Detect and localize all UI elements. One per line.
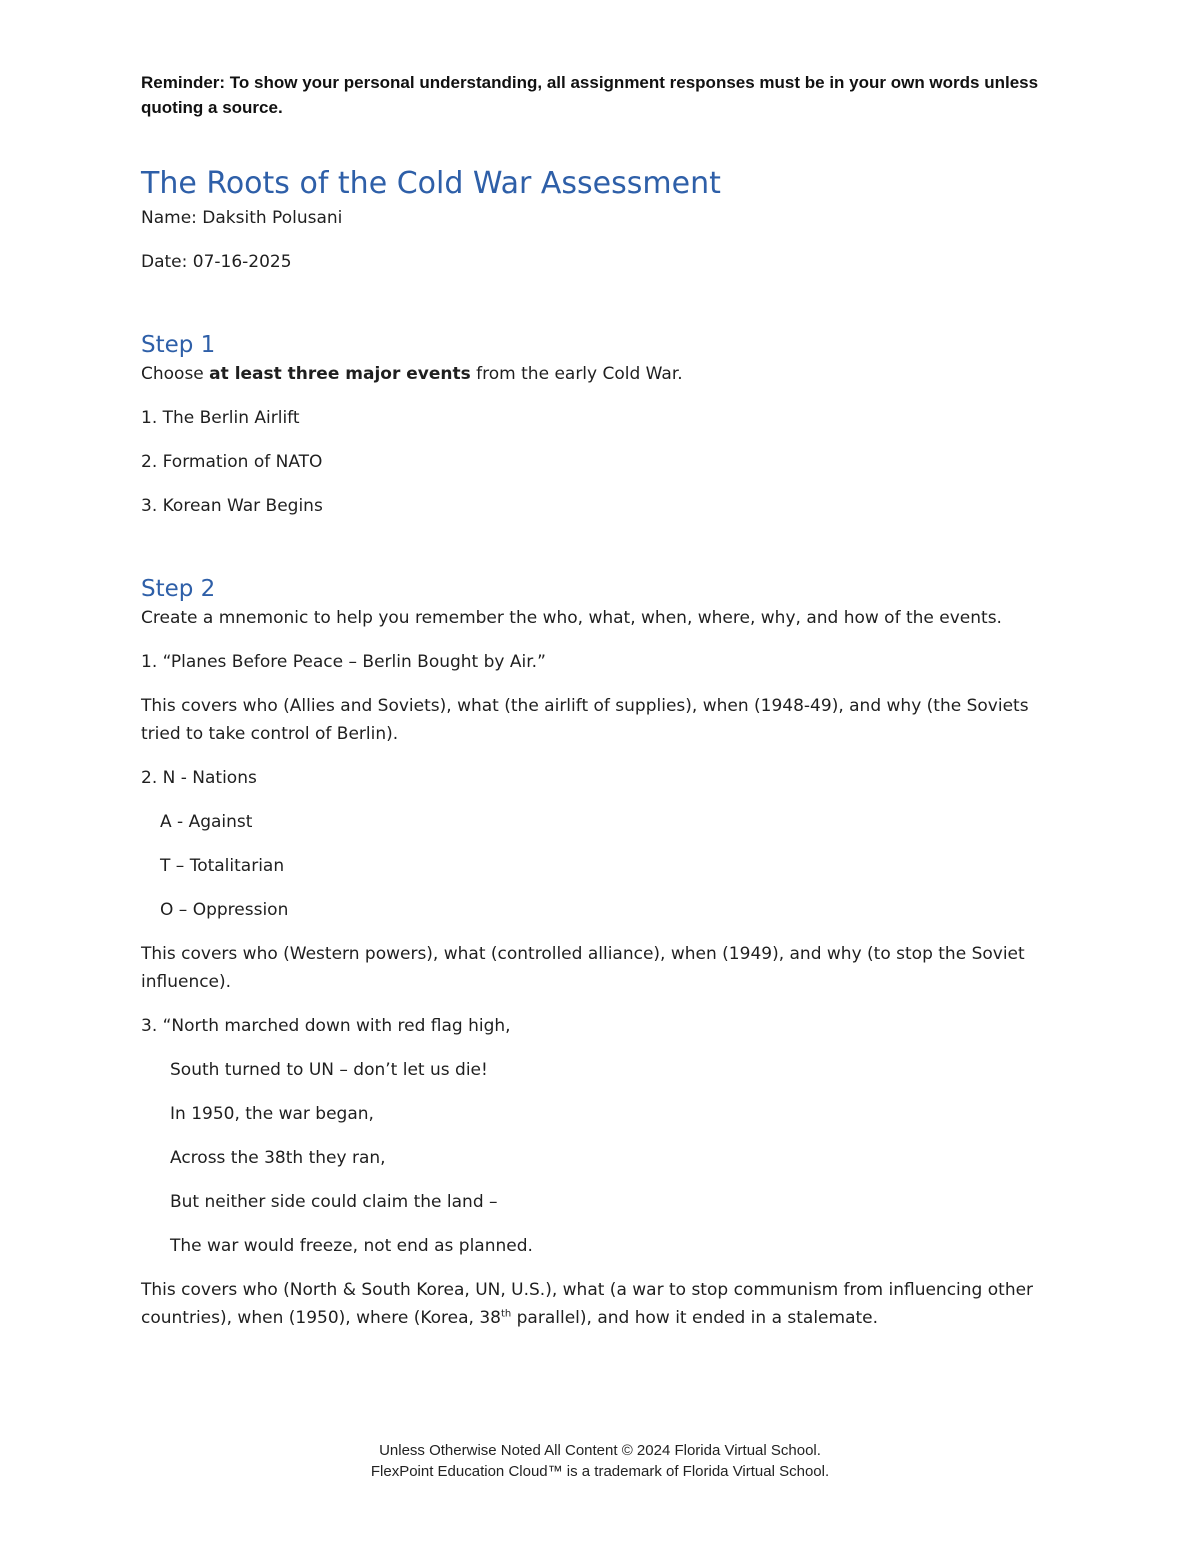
mnemonic-1: 1. “Planes Before Peace – Berlin Bought by Air.” (141, 652, 546, 672)
mnemonic-2-line: O – Oppression (160, 900, 289, 920)
footer-trademark: FlexPoint Education Cloud™ is a trademark of Florida Virtual School. (370, 1463, 830, 1480)
mnemonic-1-explanation: This covers who (Allies and Soviets), what (the airlift of supplies), when (1948-49), and why (the Soviets tried to take control of Berlin). (141, 696, 1029, 744)
event-item: 3. Korean War Begins (141, 496, 323, 516)
mnemonic-3-line: South turned to UN – don’t let us die! (170, 1060, 488, 1080)
step2-heading: Step 2 (141, 576, 216, 602)
step1-instruction-pre: Choose (141, 364, 210, 384)
mnemonic-3-line: In 1950, the war began, (170, 1104, 374, 1124)
mnemonic-3-explanation-post: parallel), and how it ended in a stalemate. (511, 1308, 879, 1328)
mnemonic-2-line: T – Totalitarian (160, 856, 285, 876)
mnemonic-2-line: 2. N - Nations (141, 768, 257, 788)
step1-instruction-post: from the early Cold War. (470, 364, 683, 384)
reminder-note: Reminder: To show your personal understanding, all assignment responses must be in your own words unless quoting a source. (141, 73, 1039, 117)
page-footer (0, 1440, 1200, 1482)
step1-instruction (141, 360, 1061, 388)
mnemonic-3-line: 3. “North marched down with red flag high, (141, 1016, 511, 1036)
mnemonic-3-line: The war would freeze, not end as planned. (170, 1236, 533, 1256)
footer-copyright: Unless Otherwise Noted All Content © 2024 Florida Virtual School. (379, 1442, 821, 1459)
document-page (141, 70, 1061, 1332)
mnemonic-3-explanation-pre: This covers who (North & South Korea, UN, U.S.), what (a war to stop communism from influencing other countries), when (1950), where (Korea, 38 (141, 1280, 1034, 1328)
event-item: 1. The Berlin Airlift (141, 408, 300, 428)
mnemonic-3-explanation (141, 1276, 1061, 1332)
date-line: Date: 07-16-2025 (141, 252, 292, 272)
mnemonic-2-line: A - Against (160, 812, 253, 832)
step1-instruction-bold: at least three major events (209, 364, 471, 384)
name-line: Name: Daksith Polusani (141, 208, 343, 228)
mnemonic-3-line: Across the 38th they ran, (170, 1148, 386, 1168)
step2-instruction: Create a mnemonic to help you remember the who, what, when, where, why, and how of the events. (141, 608, 1002, 628)
superscript-th: th (500, 1308, 512, 1320)
document-title: The Roots of the Cold War Assessment (141, 166, 721, 201)
mnemonic-3-line: But neither side could claim the land – (170, 1192, 498, 1212)
step1-heading: Step 1 (141, 332, 216, 358)
mnemonic-2-explanation: This covers who (Western powers), what (controlled alliance), when (1949), and why (to stop the Soviet influence). (141, 944, 1025, 992)
event-item: 2. Formation of NATO (141, 452, 323, 472)
